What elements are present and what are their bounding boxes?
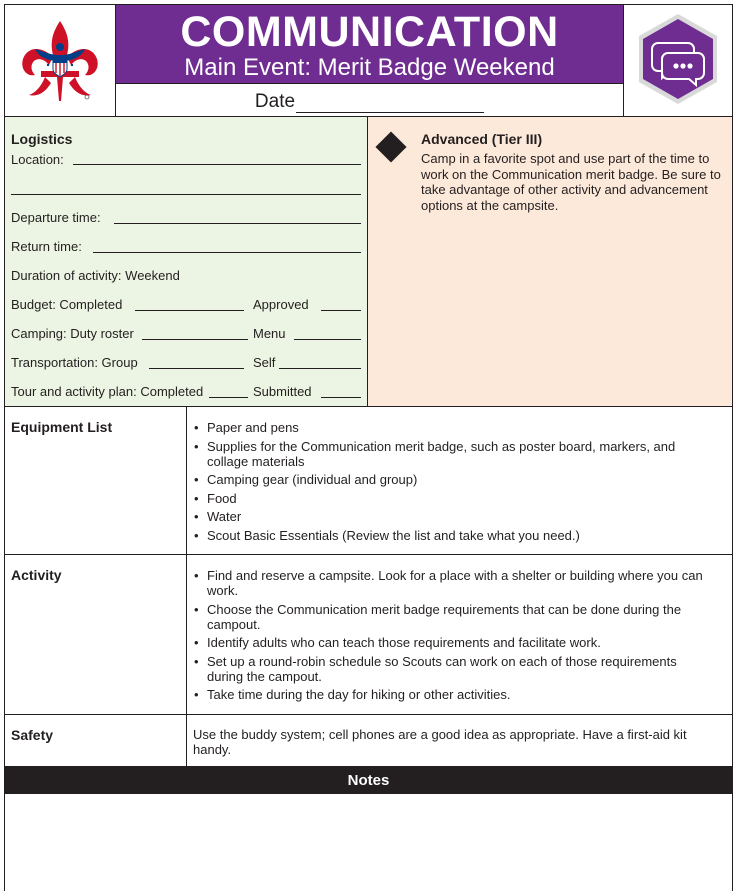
- safety-section: [4, 715, 733, 767]
- duration-label: Duration of activity: Weekend: [11, 268, 180, 283]
- transport-label: Transportation: Group: [11, 355, 138, 370]
- bsa-logo: [5, 5, 116, 116]
- menu-field[interactable]: [294, 339, 361, 340]
- return-field[interactable]: [93, 252, 361, 253]
- equipment-label: Equipment List: [11, 419, 113, 435]
- departure-field[interactable]: [114, 223, 361, 224]
- list-item: • Camping gear (individual and group): [193, 472, 716, 487]
- approved-label: Approved: [253, 297, 309, 312]
- logistics-panel: [4, 117, 368, 407]
- black-diamond-icon: [375, 131, 406, 162]
- activity-list: [193, 568, 716, 702]
- notes-field[interactable]: [4, 794, 733, 891]
- safety-label: Safety: [11, 727, 54, 743]
- advanced-panel: [368, 117, 733, 407]
- list-item: • Water: [193, 509, 716, 524]
- page-title: COMMUNICATION: [180, 8, 559, 56]
- date-field[interactable]: [296, 93, 484, 113]
- fleur-de-lis-icon: [5, 5, 115, 116]
- list-item: • Choose the Communication merit badge requirements that can be done during the campout.: [193, 602, 716, 632]
- page-subtitle: Main Event: Merit Badge Weekend: [184, 54, 555, 81]
- section-divider: [186, 407, 187, 554]
- location-label: Location:: [11, 152, 64, 167]
- tour-label: Tour and activity plan: Completed: [11, 384, 204, 399]
- budget-field[interactable]: [135, 310, 244, 311]
- activity-section: [4, 555, 733, 715]
- camping-label: Camping: Duty roster: [11, 326, 134, 341]
- self-label: Self: [253, 355, 276, 370]
- communication-badge: [623, 5, 733, 116]
- section-divider: [186, 715, 187, 766]
- list-item: • Supplies for the Communication merit badge, such as poster board, markers, and collage materials: [193, 439, 716, 469]
- date-label: Date: [254, 91, 296, 112]
- list-item: • Take time during the day for hiking or other activities.: [193, 687, 716, 702]
- list-item: • Scout Basic Essentials (Review the list and take what you need.): [193, 528, 716, 543]
- notes-header: Notes: [4, 767, 733, 794]
- departure-label: Departure time:: [11, 210, 101, 225]
- advanced-title: Advanced (Tier III): [421, 131, 543, 147]
- section-divider: [186, 555, 187, 714]
- logistics-title: Logistics: [11, 131, 73, 147]
- safety-text: Use the buddy system; cell phones are a good idea as appropriate. Have a first-aid kit handy.: [193, 727, 687, 757]
- activity-label: Activity: [11, 567, 62, 583]
- camping-field[interactable]: [142, 339, 248, 340]
- submitted-label: Submitted: [253, 384, 312, 399]
- menu-label: Menu: [253, 326, 286, 341]
- submitted-field[interactable]: [321, 397, 361, 398]
- budget-label: Budget: Completed: [11, 297, 123, 312]
- transport-field[interactable]: [149, 368, 244, 369]
- location-field-line-2[interactable]: [11, 194, 361, 195]
- tour-field[interactable]: [209, 397, 248, 398]
- list-item: • Set up a round-robin schedule so Scouts can work on each of those requirements during the campout.: [193, 654, 716, 684]
- equipment-section: [4, 407, 733, 555]
- list-item: • Paper and pens: [193, 420, 716, 435]
- self-field[interactable]: [279, 368, 361, 369]
- list-item: • Find and reserve a campsite. Look for a place with a shelter or building where you can work.: [193, 568, 716, 598]
- trek-planning-page: [4, 4, 734, 891]
- list-item: • Identify adults who can teach those requirements and facilitate work.: [193, 635, 716, 650]
- return-label: Return time:: [11, 239, 82, 254]
- equipment-list: [193, 420, 716, 543]
- advanced-text: Camp in a favorite spot and use part of the time to work on the Communication merit badge. Be sure to take advantage of other activity and advancement options at the campsite.: [421, 151, 721, 213]
- approved-field[interactable]: [321, 310, 361, 311]
- list-item: • Food: [193, 491, 716, 506]
- speech-bubbles-badge-icon: [624, 5, 733, 116]
- title-banner: [116, 5, 623, 83]
- date-row: [116, 83, 623, 116]
- location-field[interactable]: [73, 164, 361, 165]
- header: [4, 4, 733, 117]
